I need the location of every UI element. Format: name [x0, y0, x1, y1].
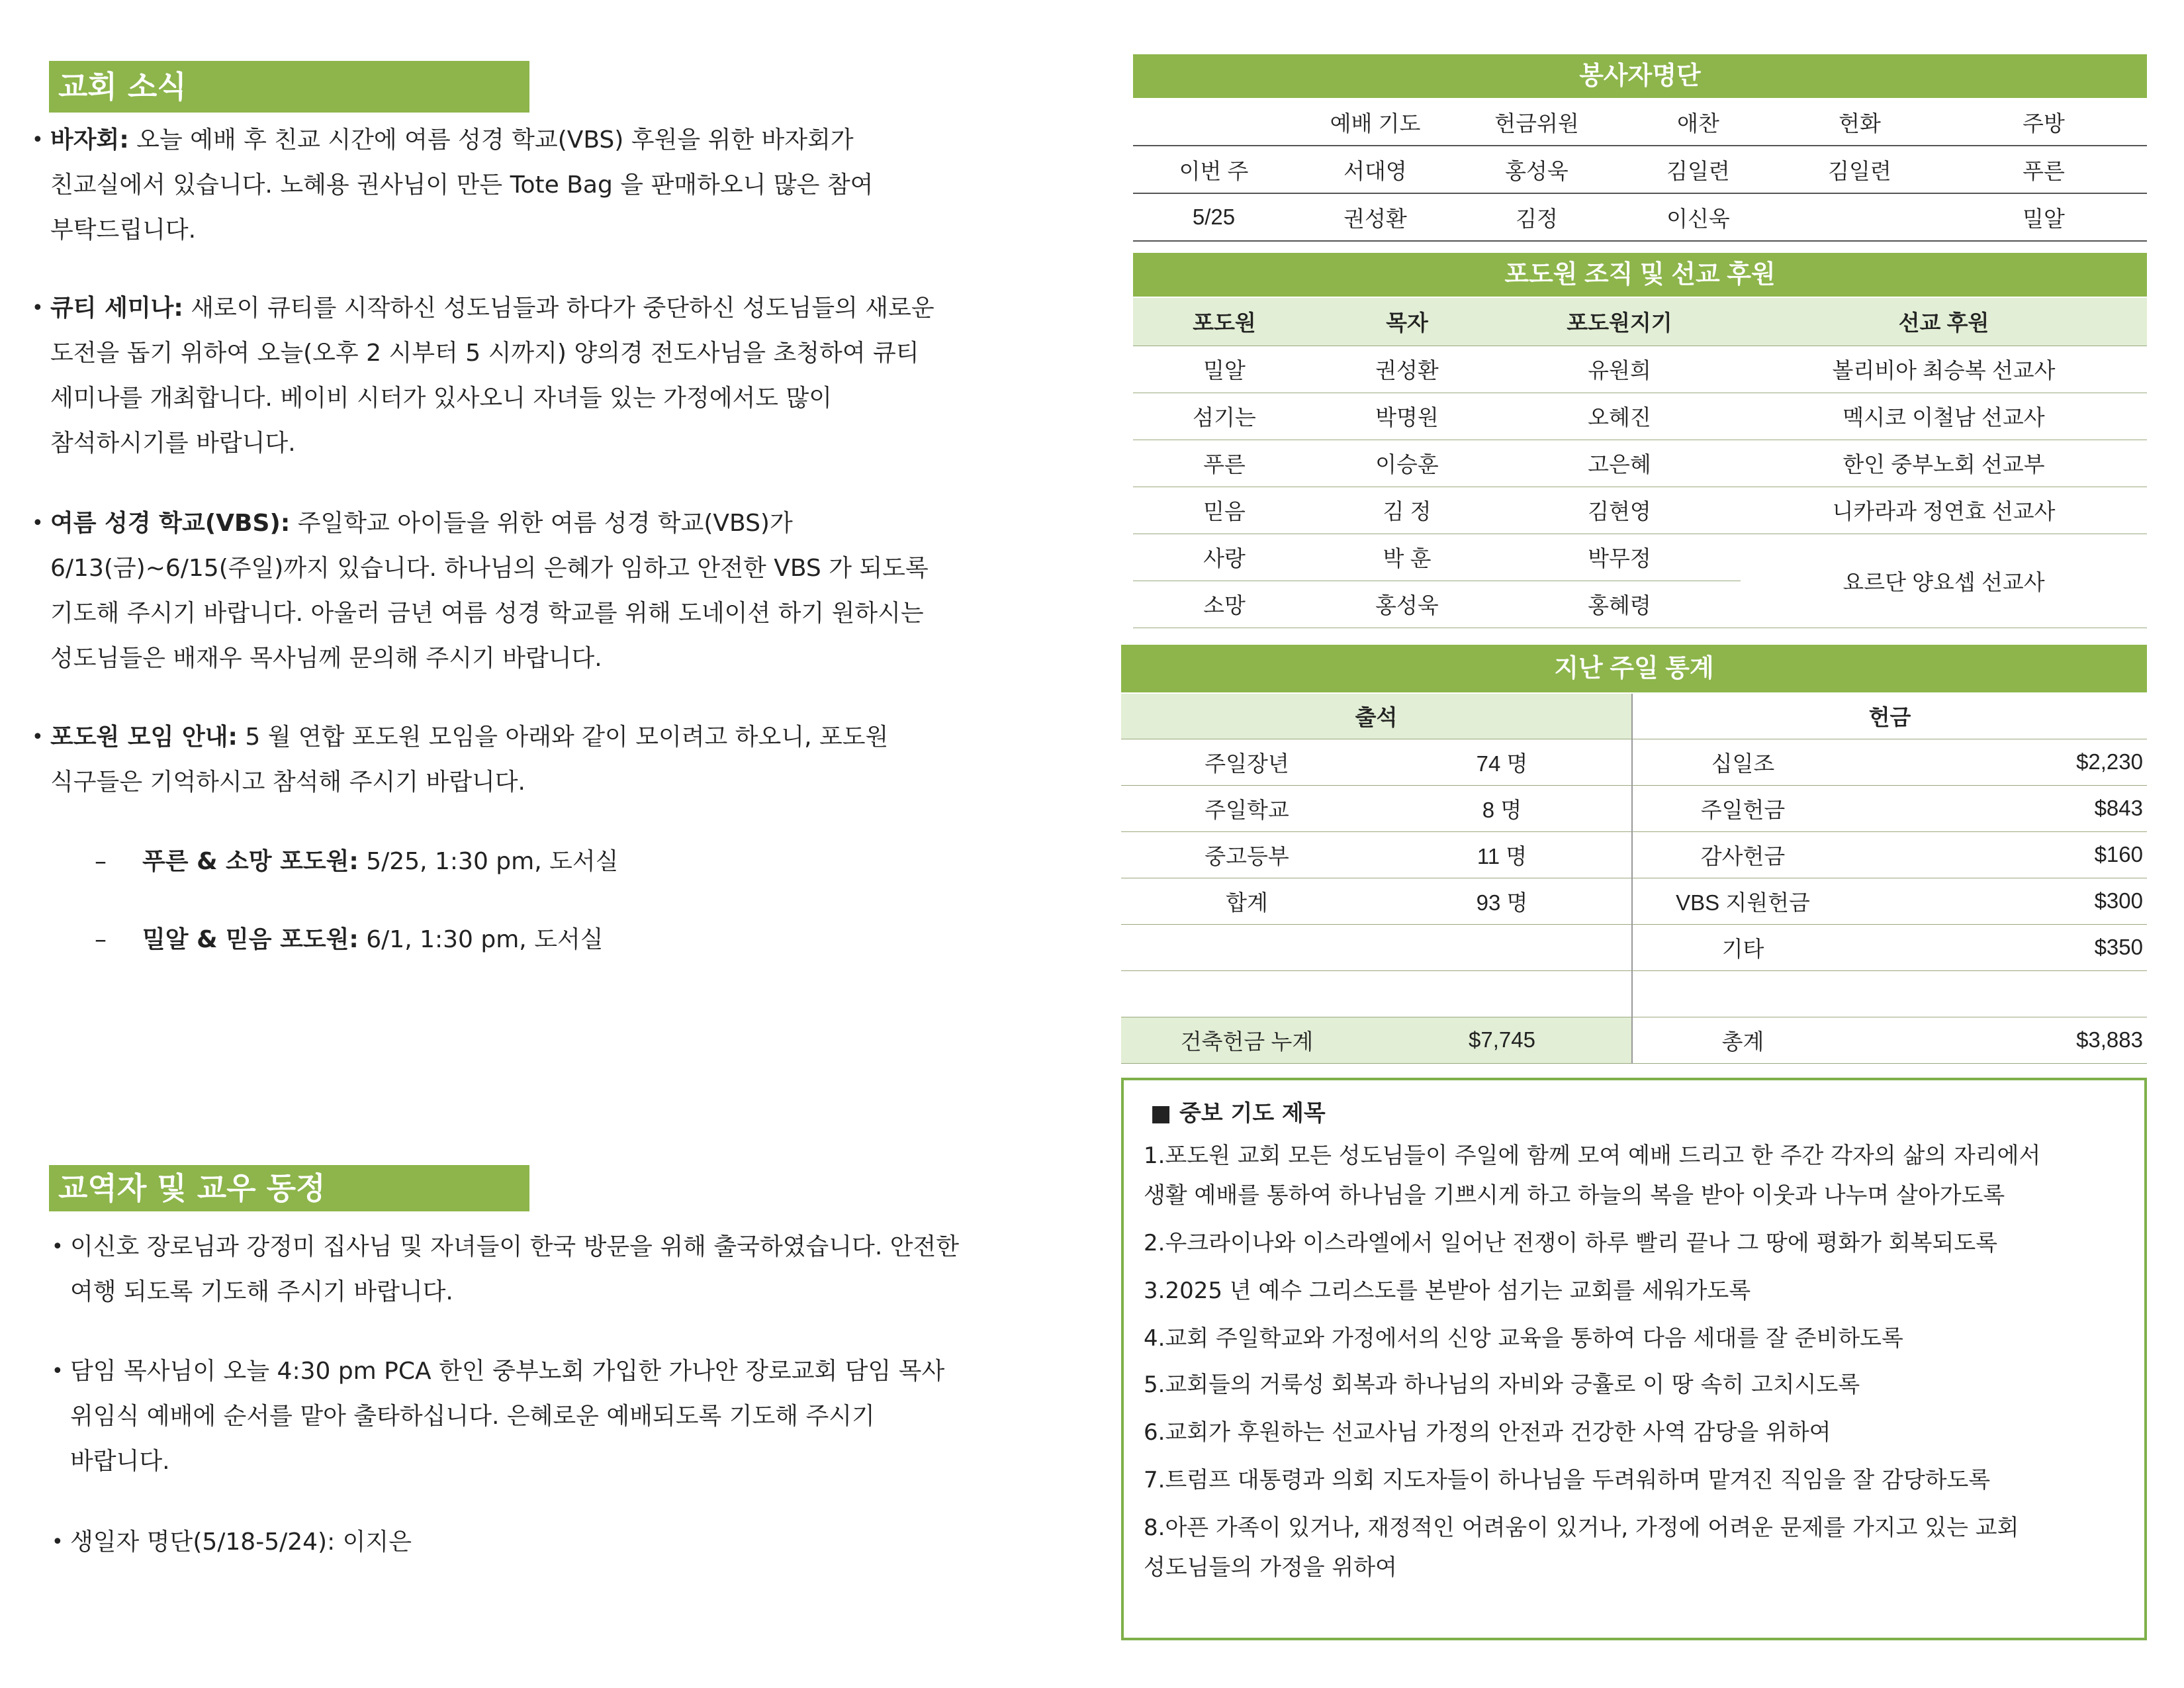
total-label: 총계 — [1632, 1017, 1853, 1063]
vineyard-cell: 박 훈 — [1316, 534, 1498, 581]
vineyard-title: 포도원 조직 및 선교 후원 — [1133, 253, 2147, 297]
volunteers-header-row — [1133, 99, 2147, 146]
vineyard-cell: 오혜진 — [1498, 393, 1741, 440]
offering-header: 헌금 — [1632, 694, 2147, 739]
volunteers-cell: 5/25 — [1133, 193, 1295, 241]
stats-cell — [1853, 970, 2147, 1017]
attendance-header: 출석 — [1121, 694, 1632, 739]
stats-cell — [1373, 970, 1632, 1017]
stats-table — [1121, 694, 2147, 1064]
bullet-icon: • — [52, 1360, 64, 1383]
news-text: 6/13(금)~6/15(주일)까지 있습니다. 하나님의 은혜가 임하고 안전한 VBS 가 되도록 — [50, 555, 929, 582]
stats-cell: 8 명 — [1373, 785, 1632, 831]
volunteers-cell: 홍성욱 — [1456, 146, 1617, 193]
bullet-icon: • — [52, 1530, 64, 1554]
stats-cell: 기타 — [1632, 924, 1853, 970]
vineyard-cell: 사랑 — [1133, 534, 1316, 581]
news-text: 주일학교 아이들을 위한 여름 성경 학교(VBS)가 — [290, 510, 793, 537]
vineyard-cell: 홍성욱 — [1316, 581, 1498, 628]
news-text: 참석하시기를 바랍니다. — [50, 430, 296, 457]
prayer-item: 1.포도원 교회 모든 성도님들이 주일에 함께 모여 예배 드리고 한 주간 각자의 삶의 자리에서 — [1144, 1143, 2041, 1169]
table-row — [1121, 739, 2147, 785]
bullet-icon: • — [32, 128, 44, 152]
stats-cell: 74 명 — [1373, 739, 1632, 785]
stats-header-row — [1121, 694, 2147, 739]
volunteers-cell: 김일련 — [1617, 146, 1779, 193]
volunteers-cell: 이신욱 — [1617, 193, 1779, 241]
stats-cell: $300 — [1853, 878, 2147, 924]
news-item-vbs — [32, 501, 1069, 681]
news-text: 새로이 큐티를 시작하신 성도님들과 하다가 중단하신 성도님들의 새로운 — [183, 295, 934, 322]
staff-news-title: 교역자 및 교우 동정 — [49, 1165, 529, 1211]
building-fund-label: 건축헌금 누계 — [1121, 1017, 1373, 1063]
prayer-item: 5.교회들의 거룩성 회복과 하나님의 자비와 긍휼로 이 땅 속히 고치시도록 — [1144, 1372, 1860, 1398]
vineyard-cell: 이승훈 — [1316, 440, 1498, 487]
staff-item-2 — [52, 1349, 1089, 1484]
volunteers-header-cell: 애찬 — [1617, 99, 1779, 146]
stats-cell: 합계 — [1121, 878, 1373, 924]
vineyard-cell: 푸른 — [1133, 440, 1316, 487]
prayer-requests-box — [1121, 1078, 2147, 1640]
bullet-icon: • — [52, 1235, 64, 1258]
table-row — [1133, 487, 2147, 534]
volunteers-cell: 김일련 — [1779, 146, 1940, 193]
group-schedule-label: 밀알 & 믿음 포도원: — [142, 926, 359, 953]
news-label: 포도원 모임 안내: — [50, 724, 238, 751]
vineyard-merged-mission-cell: 요르단 양요셉 선교사 — [1741, 534, 2147, 628]
vineyard-cell: 박명원 — [1316, 393, 1498, 440]
table-row — [1133, 393, 2147, 440]
volunteers-cell — [1779, 193, 1940, 241]
news-text: 기도해 주시기 바랍니다. 아울러 금년 여름 성경 학교를 위해 도네이션 하기 원하시는 — [50, 600, 924, 627]
table-row — [1133, 534, 2147, 581]
dash-icon: – — [95, 848, 107, 875]
volunteers-title: 봉사자명단 — [1133, 54, 2147, 98]
prayer-item: 생활 예배를 통하여 하나님을 기쁘시게 하고 하늘의 복을 받아 이웃과 나누며 살아가도록 — [1144, 1182, 2005, 1209]
bullet-icon: • — [32, 512, 44, 535]
news-label: 바자회: — [50, 126, 129, 154]
news-text: 도전을 돕기 위하여 오늘(오후 2 시부터 5 시까지) 양의경 전도사님을 초청하여 큐티 — [50, 340, 919, 367]
vineyard-table — [1133, 298, 2147, 628]
vineyard-cell: 소망 — [1133, 581, 1316, 628]
table-row — [1121, 831, 2147, 878]
vineyard-header-cell: 포도원지기 — [1498, 298, 1741, 346]
volunteers-table — [1133, 99, 2147, 242]
prayer-item: 7.트럼프 대통령과 의회 지도자들이 하나님을 두려워하며 맡겨진 직임을 잘 감당하도록 — [1144, 1467, 1991, 1493]
staff-text: 위임식 예배에 순서를 맡아 출타하십니다. 은혜로운 예배되도록 기도해 주시기 — [70, 1403, 875, 1430]
volunteers-cell: 김정 — [1456, 193, 1617, 241]
table-row — [1121, 970, 2147, 1017]
stats-cell: 주일학교 — [1121, 785, 1373, 831]
stats-cell: 93 명 — [1373, 878, 1632, 924]
vineyard-cell: 김 정 — [1316, 487, 1498, 534]
vineyard-cell: 고은혜 — [1498, 440, 1741, 487]
group-schedule-text: 5/25, 1:30 pm, 도서실 — [358, 848, 619, 875]
vineyard-cell: 니카라과 정연효 선교사 — [1741, 487, 2147, 534]
news-text: 5 월 연합 포도원 모임을 아래와 같이 모이려고 하오니, 포도원 — [237, 724, 889, 751]
prayer-item: 2.우크라이나와 이스라엘에서 일어난 전쟁이 하루 빨리 끝나 그 땅에 평화가 회복되도록 — [1144, 1230, 1998, 1256]
prayer-item: 6.교회가 후원하는 선교사님 가정의 안전과 건강한 사역 감당을 위하여 — [1144, 1419, 1831, 1446]
stats-total-row — [1121, 1017, 2147, 1063]
vineyard-cell: 홍혜령 — [1498, 581, 1741, 628]
news-label: 여름 성경 학교(VBS): — [50, 510, 291, 537]
prayer-item: 8.아픈 가족이 있거나, 재정적인 어려움이 있거나, 가정에 어려운 문제를 가지고 있는 교회 — [1144, 1515, 2019, 1541]
table-row — [1121, 785, 2147, 831]
staff-text: 이신호 장로님과 강정미 집사님 및 자녀들이 한국 방문을 위해 출국하였습니다. 안전한 — [70, 1233, 960, 1260]
vineyard-cell: 믿음 — [1133, 487, 1316, 534]
news-item-bazaar — [32, 118, 1069, 253]
news-text: 오늘 예배 후 친교 시간에 여름 성경 학교(VBS) 후원을 위한 바자회가 — [128, 126, 854, 154]
prayer-title: ■ 중보 기도 제목 — [1150, 1100, 1326, 1127]
building-fund-value: $7,745 — [1373, 1017, 1632, 1063]
prayer-item: 4.교회 주일학교와 가정에서의 신앙 교육을 통하여 다음 세대를 잘 준비하도록 — [1144, 1325, 1903, 1352]
stats-cell: 중고등부 — [1121, 831, 1373, 878]
staff-text: 바랍니다. — [70, 1448, 170, 1475]
vineyard-cell: 밀알 — [1133, 346, 1316, 393]
vineyard-cell: 섬기는 — [1133, 393, 1316, 440]
vineyard-cell: 멕시코 이철남 선교사 — [1741, 393, 2147, 440]
birthday-item — [52, 1520, 1089, 1565]
volunteers-header-cell: 헌금위원 — [1456, 99, 1617, 146]
staff-text: 담임 목사님이 오늘 4:30 pm PCA 한인 중부노회 가입한 가나안 장로교회 담임 목사 — [70, 1358, 945, 1385]
stats-cell — [1121, 970, 1373, 1017]
table-row — [1133, 346, 2147, 393]
dash-icon: – — [95, 926, 107, 953]
table-row — [1133, 440, 2147, 487]
table-row — [1121, 878, 2147, 924]
volunteers-cell: 이번 주 — [1133, 146, 1295, 193]
news-text: 부탁드립니다. — [50, 216, 197, 244]
staff-item-1 — [52, 1225, 1089, 1315]
vineyard-cell: 박무정 — [1498, 534, 1741, 581]
table-row — [1133, 146, 2147, 193]
stats-cell: 십일조 — [1632, 739, 1853, 785]
church-news-title: 교회 소식 — [49, 61, 529, 113]
news-text: 식구들은 기억하시고 참석해 주시기 바랍니다. — [50, 769, 525, 796]
news-text: 세미나를 개최합니다. 베이비 시터가 있사오니 자녀들 있는 가정에서도 많이 — [50, 385, 833, 412]
stats-cell — [1632, 970, 1853, 1017]
group-schedule-text: 6/1, 1:30 pm, 도서실 — [358, 926, 604, 953]
volunteers-header-cell — [1133, 99, 1295, 146]
vineyard-header-cell: 목자 — [1316, 298, 1498, 346]
stats-cell: $843 — [1853, 785, 2147, 831]
news-item-group-meeting — [32, 715, 1069, 805]
stats-cell — [1373, 924, 1632, 970]
stats-cell: 주일헌금 — [1632, 785, 1853, 831]
prayer-item: 성도님들의 가정을 위하여 — [1144, 1554, 1397, 1581]
group-schedule-label: 푸른 & 소망 포도원: — [142, 848, 359, 875]
news-text: 성도님들은 배재우 목사님께 문의해 주시기 바랍니다. — [50, 645, 602, 672]
vineyard-header-cell: 포도원 — [1133, 298, 1316, 346]
volunteers-cell: 서대영 — [1295, 146, 1456, 193]
stats-cell: 11 명 — [1373, 831, 1632, 878]
vineyard-cell: 권성환 — [1316, 346, 1498, 393]
volunteers-header-cell: 예배 기도 — [1295, 99, 1456, 146]
stats-cell: 감사헌금 — [1632, 831, 1853, 878]
table-row — [1133, 193, 2147, 241]
volunteers-header-cell: 헌화 — [1779, 99, 1940, 146]
vineyard-cell: 김현영 — [1498, 487, 1741, 534]
total-value: $3,883 — [1853, 1017, 2147, 1063]
prayer-item: 3.2025 년 예수 그리스도를 본받아 섬기는 교회를 세워가도록 — [1144, 1278, 1751, 1304]
news-label: 큐티 세미나: — [50, 295, 183, 322]
birthday-text: 생일자 명단(5/18-5/24): 이지은 — [70, 1528, 412, 1556]
staff-text: 여행 되도록 기도해 주시기 바랍니다. — [70, 1278, 453, 1305]
news-text: 친교실에서 있습니다. 노혜용 권사님이 만든 Tote Bag 을 판매하오니 많은 참여 — [50, 171, 874, 199]
table-row — [1121, 924, 2147, 970]
vineyard-cell: 볼리비아 최승복 선교사 — [1741, 346, 2147, 393]
vineyard-header-cell: 선교 후원 — [1741, 298, 2147, 346]
group-schedule-item-2 — [95, 920, 604, 960]
volunteers-cell: 푸른 — [1940, 146, 2147, 193]
stats-cell: $160 — [1853, 831, 2147, 878]
bullet-icon: • — [32, 726, 44, 749]
stats-title: 지난 주일 통계 — [1121, 645, 2147, 692]
stats-cell: $2,230 — [1853, 739, 2147, 785]
stats-cell: VBS 지원헌금 — [1632, 878, 1853, 924]
stats-cell: 주일장년 — [1121, 739, 1373, 785]
vineyard-cell: 한인 중부노회 선교부 — [1741, 440, 2147, 487]
news-item-qt-seminar — [32, 286, 1069, 466]
bullet-icon: • — [32, 297, 44, 320]
vineyard-header-row — [1133, 298, 2147, 346]
volunteers-cell: 밀알 — [1940, 193, 2147, 241]
volunteers-cell: 권성환 — [1295, 193, 1456, 241]
vineyard-cell: 유원희 — [1498, 346, 1741, 393]
volunteers-header-cell: 주방 — [1940, 99, 2147, 146]
stats-cell — [1121, 924, 1373, 970]
stats-cell: $350 — [1853, 924, 2147, 970]
group-schedule-item-1 — [95, 842, 619, 882]
